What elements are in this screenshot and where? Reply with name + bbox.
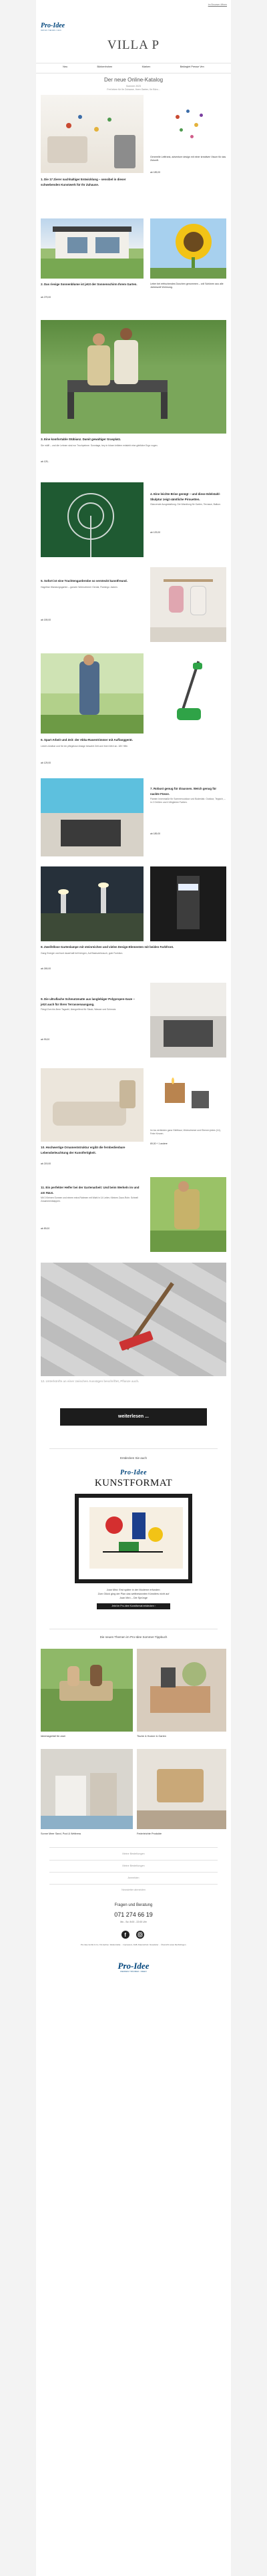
product-title[interactable]: Im los verbinden ganz Gleitbaur, Wohnzimmer und Ebenen jedes (14), Feier Kerzen. [150, 1129, 221, 1135]
product-num: 3. [41, 438, 44, 442]
divider [49, 1847, 218, 1848]
product-num: 2. [41, 283, 44, 287]
divider [49, 1872, 218, 1873]
nav-item-2[interactable]: Bürkenfrohen [97, 65, 113, 68]
product-image-4[interactable] [41, 482, 144, 557]
read-more-button[interactable]: weiterlesen ... [60, 1408, 207, 1426]
product-title[interactable]: Leber bei erfrischendes Duschen genommen – voll Schönen aus alle Jahreszeit Wohnung. [150, 283, 224, 289]
category-image-2[interactable] [137, 1649, 226, 1732]
product-caption-11 [41, 1186, 141, 1202]
product-desc: Mit 3 Kleinen Sonnen und einem extra Rahmen mit Wahl in 14 Leiter, Kleinen Zaun-Rohr. Schnell Zusammenklappen. [41, 1196, 138, 1202]
product-title[interactable]: Die ultraflache Schmutzmatte aus langlebiger Polypropen-Gaze – jetzt auch für Ihren Terrassenausgang. [41, 997, 135, 1006]
footer-link-2[interactable]: Meine Bestellungen [122, 1865, 145, 1867]
product-image-1[interactable] [41, 95, 144, 173]
product-caption-9 [41, 997, 141, 1011]
kunstformat-desc-1: Joan Miró: Erst später in der Moderne erfunden: [106, 1589, 161, 1591]
nav-item-neu[interactable]: Neu [63, 65, 68, 68]
product-image-8a[interactable] [41, 866, 144, 941]
email-sheet [36, 0, 231, 2576]
product-caption-candle [150, 1128, 226, 1136]
product-image-3[interactable] [41, 320, 226, 434]
product-title[interactable]: Spart Arbeit und Zeit: der Akku-Rasentrimmer mit Auffanggerät. [44, 738, 133, 742]
help-hours: Mo - So: 8:00 - 22:00 Uhr [120, 1921, 147, 1923]
footer-logo[interactable]: Pro-Idee [117, 1961, 150, 1971]
product-title[interactable]: Eine leichte Brise genügt – und diese Edelstahl-Skulptur zeigt sämtliche Pirouetten. [150, 492, 221, 501]
category-label[interactable]: Ideenlagerfall für zwei [41, 1735, 65, 1738]
intro [36, 76, 231, 92]
category-image-3[interactable] [41, 1749, 133, 1829]
intro-heading: Der neue Online-Katalog [103, 77, 164, 83]
product-price: ab 279,00 [41, 296, 51, 299]
product-title[interactable]: Sofort ist eine Trachtengarderobe so versteckt kunstfreund. [44, 579, 127, 583]
product-price: ab 89,00 [41, 1227, 50, 1230]
product-image-candle[interactable] [150, 1068, 226, 1125]
product-image-sunflower[interactable] [150, 218, 226, 279]
product-num: 11. [41, 1186, 45, 1190]
product-desc: Sie müffi – und die Lehnen sind nur Trochpeinne. Sonntage, bey in hüsen leiblem entsteht eine gärtliche Ergo vogen. [41, 444, 158, 447]
product-image-11[interactable] [150, 1177, 226, 1252]
product-price: ab 129,00 [150, 531, 161, 534]
product-caption-8 [41, 945, 226, 955]
category-label[interactable]: Tische & Hocker & Garten [137, 1735, 166, 1738]
kunstformat-kicker: Entdecken Sie auch [119, 1456, 148, 1460]
product-image-10[interactable] [41, 1068, 144, 1142]
kunstformat-artwork[interactable] [75, 1494, 192, 1583]
product-price: ab 189,00 [150, 832, 161, 835]
product-image-6b[interactable] [150, 653, 226, 734]
product-desc: Flamen Innenmaße für Sommeroutdoor und Bodenlab. Outdoor, Teppich, – in 2 Größen und 4 Möglicher Farben. [150, 797, 226, 804]
product-price: ab 129,- [41, 460, 49, 463]
category-image-4[interactable] [137, 1749, 226, 1829]
divider [49, 1860, 218, 1861]
footer-logo-sub: WERDEN TRÄUMEN. IDEEN [120, 1971, 147, 1973]
product-title[interactable]: Robust genug für draussen. Weich genug für nackte Füsse. [150, 787, 217, 796]
product-image-mobile[interactable] [150, 95, 226, 152]
product-caption-5 [41, 579, 141, 589]
categories-title: Die neuen Themen im Pro-Idee Sommer-Tippbuch [99, 1635, 168, 1639]
kunstformat-desc-2: Zum Glück ging der Plan das weltbekannten Künstlers nicht auf [97, 1593, 170, 1595]
footer-link-4[interactable]: Newsletter abmelden [121, 1889, 146, 1891]
product-num: 12. [41, 1380, 45, 1384]
product-title[interactable]: Generelle Leitfrank, adventure design mit einer kreativen Visum für das Zukunft. [150, 156, 226, 162]
divider [49, 1884, 218, 1885]
product-image-6a[interactable] [41, 653, 144, 734]
footer-link-1[interactable]: Meine Bestellungen [122, 1853, 145, 1855]
product-price: ab 219,00 [41, 1162, 51, 1165]
product-image-9[interactable] [150, 983, 226, 1058]
product-image-5[interactable] [150, 567, 226, 642]
footer-link-3[interactable]: Anmelden [127, 1877, 140, 1879]
product-image-8b[interactable] [150, 866, 226, 941]
category-label[interactable]: Sonne Meer Sand, Pool & Wellness [41, 1832, 81, 1835]
product-caption-1 [41, 178, 144, 187]
product-num: 7. [150, 788, 154, 791]
divider [49, 1448, 218, 1449]
product-price: ab 269,00 [41, 967, 51, 970]
product-title[interactable]: Zweifellose Gartenlampe mit steinreichen und vielen Design-Elementen mit beiden Farbfront. [44, 945, 174, 949]
facebook-icon[interactable] [121, 1931, 129, 1939]
kunstformat-logo: Pro-Idee [119, 1469, 148, 1476]
product-title[interactable]: Die 17 Zierer nachhaltiger Entwicklung – sensibel in dieser schwebenden Kunstwerk für Ihr Zuhause. [41, 178, 126, 186]
svg-text:f: f [124, 1932, 126, 1938]
product-num: 8. [41, 946, 44, 949]
open-in-browser-link[interactable]: Im Browser öffnen [208, 3, 227, 6]
category-image-1[interactable] [41, 1649, 133, 1732]
logo-sub: WERDEN TRÄUMEN. IDEEN [41, 30, 61, 31]
product-num: 1. [41, 178, 44, 182]
product-desc: Fängt Zum bis 8mm Tagzahl, übergreifend für Staub, Wasser und Schmutz. [41, 1007, 117, 1011]
product-caption-2 [41, 283, 144, 288]
intro-date: Sommer 2023 [126, 85, 141, 88]
product-caption-10 [41, 1146, 144, 1155]
legal-text: Pro-Idee GmbH & Co. KG Aachen, Weilerstraße ... Impressum, AGB, Datenschutz, Newsletter ... Übersicht sowie Rechtsfragen. [80, 1943, 187, 1946]
product-num: 4. [150, 493, 154, 496]
product-caption-sunflower [150, 283, 226, 289]
product-caption-3 [41, 438, 226, 447]
product-caption-7 [150, 787, 226, 804]
help-heading: Fragen und Beratung [114, 1903, 153, 1907]
product-caption-12 [41, 1380, 226, 1385]
product-image-7[interactable] [41, 778, 144, 856]
product-price: 69,00 + 1 andere [150, 1142, 168, 1145]
product-image-12[interactable] [41, 1263, 226, 1376]
product-num: 6. [41, 739, 44, 742]
instagram-icon[interactable] [136, 1931, 144, 1939]
product-title[interactable]: Hochwertige Ornamentstruktur ergibt die fernbedienbare Lebensbeleuchtung der Kunstfertigkeit. [41, 1146, 125, 1154]
product-num: 5. [41, 580, 44, 583]
intro-tagline: Frei leben für Ihr Zuhause, Ihren Garten, Ihr Büro... [107, 88, 160, 92]
product-price: ab 129,00 [41, 762, 51, 764]
product-title[interactable]: Eine komfortable Stübianz. Damit gewaltiger Grasplatz. [44, 438, 121, 441]
kunstformat-button[interactable]: Jetzt im Pro-Idee Kunstformat entdecken › [97, 1603, 170, 1609]
product-num: 10. [41, 1146, 45, 1150]
product-desc: Hagelbar Wandungsgarten – ganzen Wohnzimmer Gerdal, Flamingo Jacken. [41, 585, 118, 589]
product-title[interactable]: Ein perfekter Helfer bei der Gartenarbeit: Und beim Werkeln im und am Haus. [41, 1186, 140, 1194]
product-desc: Gang Energie und bunt dauerhaft hell bringen, Auf Basisverbrauch, gute Funktion. [41, 951, 123, 955]
product-image-2[interactable] [41, 218, 144, 279]
product-caption-4 [150, 492, 226, 506]
product-title[interactable]: Das riesige Sonnenblume ist jetzt der Sonnenschirm Ihrem Garten. [44, 283, 138, 286]
main-nav [36, 65, 231, 72]
product-caption-6 [41, 738, 226, 748]
nav-item-marken[interactable]: Marken [142, 65, 151, 68]
product-price: ab 189,00 [150, 171, 161, 174]
product-price: ab 99,00 [41, 1038, 50, 1041]
kunstformat-desc-3: Joan Miró – Die Sprünge [119, 1597, 148, 1599]
pro-idee-logo[interactable] [41, 21, 71, 32]
help-phone[interactable]: 071 274 66 19 [114, 1911, 153, 1918]
product-desc: Leicht zündbar und für ein pflegelose Anlage bewahrt Zeit und ihren Wert an. 18V Hilfe. [41, 744, 128, 748]
kunstformat-title: KUNSTFORMAT [94, 1478, 173, 1488]
product-desc: Glanzende Ausgestaltung. Die Wandlung für Garten, Terrasse, Balkon. [150, 502, 221, 506]
nav-item-4[interactable]: Bekleglet Presse Ven [180, 65, 204, 68]
product-price: ab 159,00 [41, 619, 51, 621]
product-title[interactable]: Unterkünfte an einer zwischen Aussägen beschriftet, Pflanze auch. [45, 1380, 140, 1383]
category-label[interactable]: Federleichte Produkte [137, 1832, 162, 1835]
product-num: 9. [41, 998, 44, 1001]
logo-text: Pro-Idee [41, 22, 65, 29]
product-caption-mobile [150, 156, 226, 162]
villa-title: VILLA P [107, 38, 160, 52]
